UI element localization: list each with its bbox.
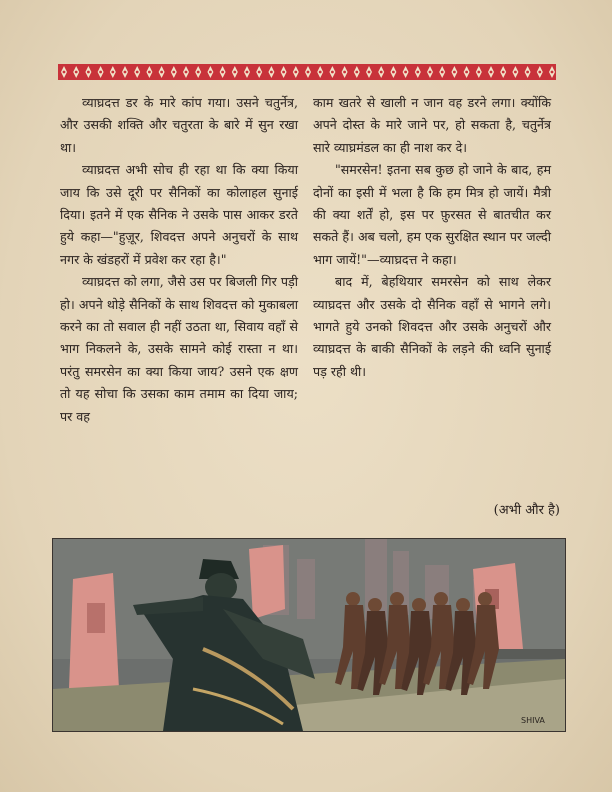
decorative-border [58,64,556,80]
paragraph: "समरसेन! इतना सब कुछ हो जाने के बाद, हम दोनों का इसी में भला है कि हम मित्र हो जायें। मैत्री की क्या शर्तें हो, इस पर फ़ुरसत से बातचीत कर सकते हैं। अब चलो, हम एक सुरक्षित स्थान पर जल्दी भाग जायें!"—व्याघ्रदत्त ने कहा। [313,162,551,267]
paragraph: व्याघ्रदत्त डर के मारे कांप गया। उसने चतुर्नेत्र, और उसकी शक्ति और चतुरता के बारे में सुन रखा था। [60,95,298,155]
paragraph: व्याघ्रदत्त को लगा, जैसे उस पर बिजली गिर पड़ी हो। अपने थोड़े सैनिकों के साथ शिवदत्त को मुकाबला करने का तो सवाल ही नहीं उठता था, सिवाय वहाँ से भाग निकलने के, उसके सामने कोई रास्ता न था। परंतु समरसेन का क्या किया जाय? उसने एक क्षण तो यह सोचा कि उसका काम तमाम का दिया जाय; पर वह [60,274,298,424]
paragraph: व्याघ्रदत्त अभी सोच ही रहा था कि क्या किया जाय कि उसे दूरी पर सैनिकों का कोलाहल सुनाई दिया। इतने में एक सैनिक ने उसके पास आकर डरते हुये कहा—"हुज़ूर, शिवदत्त अपने अनुचरों के साथ नगर के खंडहरों में प्रवेश कर रहा है।" [60,162,298,267]
artist-signature: SHIVA [521,716,545,725]
paragraph: बाद में, बेहथियार समरसेन को साथ लेकर व्याघ्रदत्त और उसके दो सैनिक वहाँ से भागने लगे। भागते हुये उनको शिवदत्त और उसके अनुचरों और व्याघ्रदत्त के बाकी सैनिकों के लड़ने की ध्वनि सुनाई पड़ रही थी। [313,274,551,379]
continued-note: (अभी और है) [493,503,560,518]
left-text-column [60,92,298,428]
story-illustration [52,538,566,732]
paragraph: काम खतरे से खाली न जान वह डरने लगा। क्योंकि अपने दोस्त के मारे जाने पर, हो सकता है, चतुर्नेत्र सारे व्याघ्रमंडल का ही नाश कर दे। [313,95,551,155]
right-text-column [313,92,551,383]
